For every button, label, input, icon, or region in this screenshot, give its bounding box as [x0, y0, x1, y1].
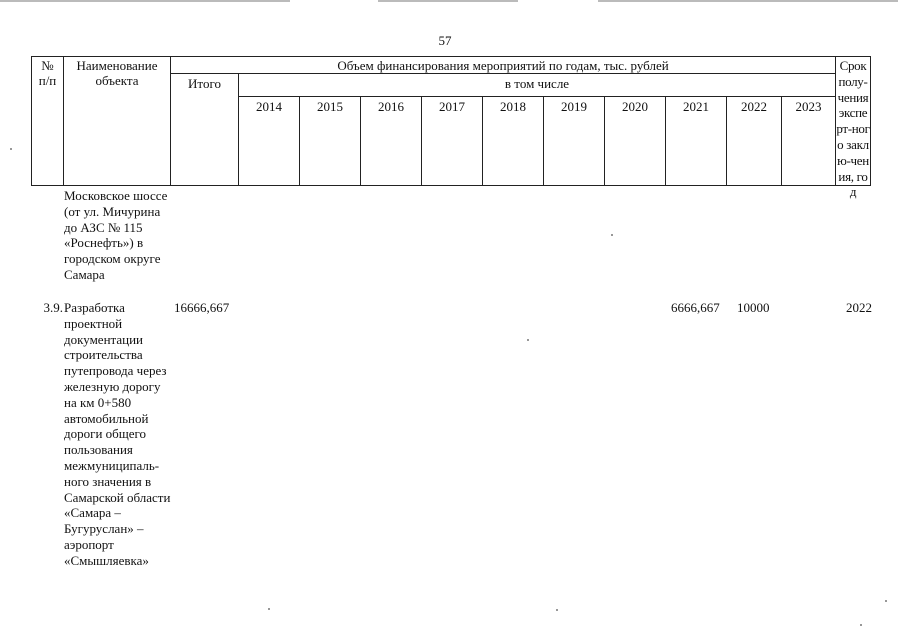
col-border-left: [31, 56, 32, 186]
header-including: в том числе: [504, 76, 570, 91]
header-year-2019: 2019: [561, 99, 587, 114]
header-num: № п/п: [38, 58, 57, 88]
scan-speck: [556, 609, 558, 611]
scan-speck: [527, 339, 529, 341]
header-name: Наименование объекта: [76, 58, 158, 88]
header-divider-years: [238, 96, 835, 97]
col-border-right: [870, 56, 871, 186]
row-number: 3.9.: [43, 300, 63, 315]
page-number: 57: [438, 33, 452, 48]
row-total: 16666,667: [174, 300, 230, 315]
header-year-2022: 2022: [741, 99, 767, 114]
scan-speck: [611, 234, 613, 236]
table-border-top: [31, 56, 870, 57]
scan-speck: [860, 624, 862, 626]
scan-artifact-line: [378, 0, 518, 2]
continued-object-name: Московское шоссе (от ул. Мичурина до АЗС № 115 «Роснефть») в городском округе Самара: [64, 188, 168, 282]
scan-speck: [885, 600, 887, 602]
header-year-2015: 2015: [317, 99, 343, 114]
header-year-2021: 2021: [683, 99, 709, 114]
row-deadline: 2022: [846, 300, 872, 315]
header-year-2017: 2017: [439, 99, 465, 114]
header-year-2016: 2016: [378, 99, 404, 114]
header-year-2023: 2023: [795, 99, 822, 114]
row-value-2022: 10000: [737, 300, 770, 315]
header-total: Итого: [188, 76, 221, 91]
header-bottom-border: [31, 185, 870, 186]
header-financing: Объем финансирования мероприятий по годам, тыс. рублей: [337, 58, 669, 73]
row-value-2021: 6666,667: [671, 300, 720, 315]
scan-speck: [10, 148, 12, 150]
row-object-name: Разработка проектной документации строительства путепровода через железную дорогу на км 0+580 автомобильной дороги общего пользования межмуниципаль-ного значения в Самарской области «Самара – Бугуруслан» – аэропорт «Смышляевка»: [64, 300, 171, 568]
header-year-2014: 2014: [256, 99, 282, 114]
scan-speck: [268, 608, 270, 610]
header-deadline: Срок полу-чения эксперт-ного заклю-чения, год: [836, 58, 870, 200]
scan-artifact-line: [598, 0, 898, 2]
header-year-2018: 2018: [500, 99, 526, 114]
header-year-2020: 2020: [622, 99, 648, 114]
scan-artifact-line: [0, 0, 290, 2]
header-divider-financing: [170, 73, 835, 74]
